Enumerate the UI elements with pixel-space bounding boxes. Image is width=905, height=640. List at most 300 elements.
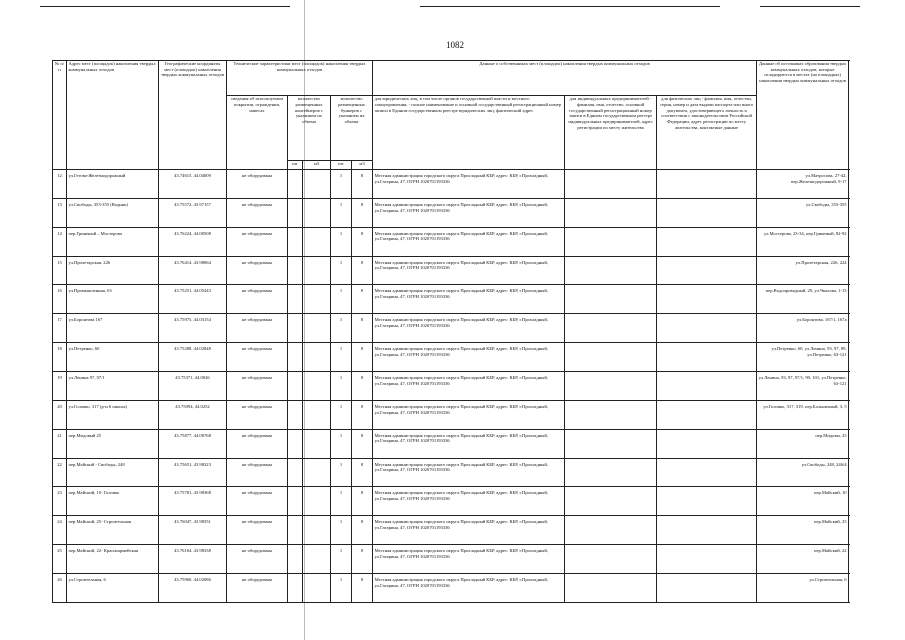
site-surface (227, 256, 288, 285)
owner-legal-entity (373, 574, 565, 603)
container-qty (288, 227, 303, 256)
site-coordinates-text: 43.75094, 44.0252 (175, 403, 210, 409)
owner-individual (657, 400, 757, 429)
site-surface-text: не оборудована (241, 461, 273, 467)
site-coordinates-text: 43.75781, 43.98368 (174, 490, 211, 496)
site-surface-text: не оборудована (241, 317, 273, 323)
table-row (53, 574, 849, 603)
site-surface (227, 429, 288, 458)
row-number (53, 429, 67, 458)
header-owners-phys: для физических лиц - фамилия, имя, отчество, серия, номер и дата выдачи паспорта или иного документа, удостоверяющего личность в соответствии с законодательством Российской Федерации, адрес регистрации по месту жительства, контактные данные (657, 96, 757, 170)
bunker-volume (352, 227, 373, 256)
owner-entrepreneur (565, 372, 657, 401)
header-owners-legal: для юридических лиц, в том числе органов государственной власти и местного самоуправления, - полное наименование и основной государственный регистрационный номер записи в Едином государственном реестре юридических лиц, фактический адрес (373, 96, 565, 170)
site-address (67, 429, 159, 458)
bunker-volume-text: 8 (360, 490, 364, 496)
bunker-qty-text: 1 (339, 375, 343, 381)
waste-source (757, 170, 849, 199)
site-coordinates-text: 43.75877, 44.00768 (174, 432, 211, 438)
bunker-volume (352, 458, 373, 487)
owner-individual (657, 343, 757, 372)
site-address (67, 487, 159, 516)
waste-source (757, 314, 849, 343)
site-coordinates-text: 43.75288, 44.02848 (174, 346, 211, 352)
container-volume (303, 227, 331, 256)
owner-legal-entity (373, 458, 565, 487)
row-number-text: 14 (57, 230, 62, 236)
bunker-volume (352, 372, 373, 401)
site-surface (227, 458, 288, 487)
site-surface (227, 343, 288, 372)
site-surface (227, 574, 288, 603)
owner-entrepreneur (565, 198, 657, 227)
site-surface (227, 314, 288, 343)
waste-source (757, 487, 849, 516)
container-qty (288, 343, 303, 372)
waste-source-text: ул.Свободы, 248, 246/4 (801, 461, 847, 467)
site-address-text: пер.Майский - Свободы, 248 (68, 461, 125, 467)
container-qty (288, 458, 303, 487)
header-tech-bunkers: количество размещенных бункеров с указанием их объема (331, 96, 373, 161)
row-number-text: 25 (57, 548, 62, 554)
header-tech-surface: сведения об используемом покрытии, ограждении, навесах (227, 96, 288, 170)
bunker-qty (331, 285, 352, 314)
owner-individual (657, 458, 757, 487)
bunker-volume-text: 8 (360, 375, 364, 381)
table-row (53, 458, 849, 487)
owner-entrepreneur (565, 343, 657, 372)
bunker-volume-text: 8 (360, 288, 364, 294)
site-address-text: пер.Майский, 25- Строительная (68, 519, 131, 525)
bunker-volume-text: 8 (360, 461, 364, 467)
waste-source-text: ул.Пролетарская, 226, 224 (795, 259, 847, 265)
row-number-text: 21 (57, 432, 62, 438)
site-coordinates-text: 43.75371, 44.0026 (175, 375, 210, 381)
owner-individual (657, 198, 757, 227)
bunker-qty-text: 1 (339, 259, 343, 265)
site-surface (227, 400, 288, 429)
owner-legal-entity-text: Местная администрация городского округа Прохладный КБР, адрес: КБР, г.Прохладный, ул.Гагарина, 47, ОГРН 1020701193336 (374, 432, 548, 444)
bunker-qty (331, 170, 352, 199)
owner-legal-entity (373, 198, 565, 227)
table-row (53, 516, 849, 545)
header-tech: Технические характеристики мест (площадок) накопления твердых коммунальных отходов (227, 61, 373, 96)
bunker-volume-text: 8 (360, 317, 364, 323)
bunker-qty-text: 1 (339, 173, 343, 179)
owner-legal-entity-text: Местная администрация городского округа Прохладный КБР, адрес: КБР, г.Прохладный, ул.Гагарина, 47, ОГРН 1020701193336 (374, 173, 548, 184)
site-surface (227, 487, 288, 516)
waste-source-text: ул.Свободы, 353-355 (806, 201, 847, 207)
row-number (53, 458, 67, 487)
row-number (53, 256, 67, 285)
owner-entrepreneur (565, 227, 657, 256)
site-coordinates (159, 574, 227, 603)
owner-individual (657, 516, 757, 545)
site-surface (227, 285, 288, 314)
owner-legal-entity-text: Местная администрация городского округа Прохладный КБР, адрес: КБР, г.Прохладный, ул.Гагарина, 47, ОГРН 1020701193336 (374, 230, 548, 242)
site-coordinates (159, 372, 227, 401)
bunker-volume (352, 429, 373, 458)
site-surface-text: не оборудована (241, 577, 273, 583)
site-address-text: ул.Боронтова 167 (68, 317, 103, 323)
bunker-volume-text: 8 (360, 432, 364, 438)
waste-source (757, 400, 849, 429)
owner-legal-entity-text: Местная администрация городского округа Прохладный КБР, адрес: КБР, г.Прохладный, ул.Гагарина, 47, ОГРН 1020701193336 (374, 288, 548, 300)
row-number (53, 372, 67, 401)
table-row (53, 256, 849, 285)
table-row (53, 343, 849, 372)
owner-legal-entity (373, 227, 565, 256)
owner-legal-entity (373, 400, 565, 429)
owner-entrepreneur (565, 429, 657, 458)
site-coordinates-text: 43.76414, 43.98064 (174, 259, 211, 265)
bunker-qty (331, 458, 352, 487)
bunker-volume-text: 8 (360, 173, 364, 179)
site-coordinates (159, 487, 227, 516)
page-number: 1082 (446, 40, 464, 50)
owner-legal-entity (373, 429, 565, 458)
table-row (53, 285, 849, 314)
site-surface-text: не оборудована (241, 288, 273, 294)
header-owners: Данные о собственниках мест (площадок) накопления твердых коммунальных отходов (373, 61, 757, 96)
bunker-qty-text: 1 (339, 490, 343, 496)
bunker-volume-text: 8 (360, 548, 364, 554)
site-address-text: ул.Петренко, 60 (68, 346, 100, 352)
bunker-qty (331, 343, 352, 372)
bunker-qty-text: 1 (339, 577, 343, 583)
site-surface-text: не оборудована (241, 519, 273, 525)
bunker-volume (352, 343, 373, 372)
bunker-volume-text: 8 (360, 577, 364, 583)
site-coordinates (159, 429, 227, 458)
waste-source-text: ул.Матросова, 27-42, пер.Железнодорожный, 9-17 (790, 173, 847, 184)
row-number-text: 23 (57, 490, 62, 496)
owner-legal-entity-text: Местная администрация городского округа Прохладный КБР, адрес: КБР, г.Прохладный, ул.Гагарина, 47, ОГРН 1020701193336 (374, 577, 548, 588)
site-surface-text: не оборудована (241, 173, 273, 179)
header-num: № п/п (53, 61, 67, 170)
bunker-volume (352, 170, 373, 199)
site-coordinates-text: 43.75572, 43.97157 (174, 201, 211, 207)
site-surface-text: не оборудована (241, 201, 273, 207)
site-address (67, 198, 159, 227)
site-coordinates (159, 285, 227, 314)
row-number-text: 17 (57, 317, 62, 323)
scan-artifact-line (420, 6, 720, 7)
row-number-text: 26 (57, 577, 62, 583)
header-coords: Географические координаты мест (площадок) накопления твердых коммунальных отходов (159, 61, 227, 170)
row-number-text: 19 (57, 375, 62, 381)
row-number-text: 24 (57, 519, 62, 525)
container-volume (303, 256, 331, 285)
waste-source (757, 372, 849, 401)
container-qty (288, 545, 303, 574)
container-qty (288, 198, 303, 227)
owner-legal-entity (373, 372, 565, 401)
bunker-volume-text: 8 (360, 201, 364, 207)
container-volume (303, 314, 331, 343)
container-volume (303, 574, 331, 603)
bunker-volume (352, 574, 373, 603)
owner-individual (657, 314, 757, 343)
bunker-volume (352, 516, 373, 545)
waste-source-text: ул.Петренко, 60, ул.Ленина, 93, 97, 89, ул.Петренко, 63-121 (771, 346, 847, 357)
site-coordinates-text: 43.75651, 43.98323 (174, 461, 211, 467)
container-qty (288, 170, 303, 199)
waste-source-text: пер.Майский, 25 (814, 519, 847, 525)
row-number-text: 20 (57, 403, 62, 409)
site-surface-text: не оборудована (241, 403, 273, 409)
owner-individual (657, 227, 757, 256)
header-sources: Данные об источниках образования твердых коммунальных отходов, которые складируются в местах (на площадках) накопления твердых коммунальных отходов (757, 61, 849, 170)
bunker-qty (331, 227, 352, 256)
table-row (53, 198, 849, 227)
site-surface-text: не оборудована (241, 490, 273, 496)
site-address-text: пер.Майский, 10- Головко (68, 490, 120, 496)
owner-individual (657, 574, 757, 603)
container-qty (288, 314, 303, 343)
owner-entrepreneur (565, 256, 657, 285)
table-row (53, 170, 849, 199)
bunker-qty (331, 372, 352, 401)
owner-entrepreneur (565, 285, 657, 314)
container-volume (303, 400, 331, 429)
waste-sites-registry-table (52, 60, 849, 603)
site-address (67, 256, 159, 285)
owner-individual (657, 256, 757, 285)
waste-source (757, 343, 849, 372)
table-row (53, 314, 849, 343)
owner-entrepreneur (565, 516, 657, 545)
bunker-volume (352, 545, 373, 574)
container-volume (303, 516, 331, 545)
unit-bunkers-m3: м3 (352, 161, 373, 170)
owner-legal-entity (373, 170, 565, 199)
site-surface-text: не оборудована (241, 230, 273, 236)
site-address-text: ул.Пролетарская, 226 (68, 259, 111, 265)
site-address (67, 574, 159, 603)
waste-source (757, 198, 849, 227)
row-number (53, 400, 67, 429)
bunker-qty-text: 1 (339, 432, 343, 438)
table-row (53, 487, 849, 516)
bunker-qty-text: 1 (339, 230, 343, 236)
row-number-text: 13 (57, 201, 62, 207)
owner-legal-entity (373, 314, 565, 343)
site-surface-text: не оборудована (241, 259, 273, 265)
table-row (53, 227, 849, 256)
site-coordinates-text: 43.75975, 44.03154 (174, 317, 211, 323)
container-volume (303, 545, 331, 574)
bunker-volume-text: 8 (360, 259, 364, 265)
row-number-text: 22 (57, 461, 62, 467)
owner-entrepreneur (565, 574, 657, 603)
container-qty (288, 516, 303, 545)
site-surface (227, 516, 288, 545)
container-volume (303, 285, 331, 314)
scan-artifact-line (40, 6, 290, 7)
site-address-text: ул.Ленина 97, 97/1 (68, 375, 105, 381)
container-volume (303, 372, 331, 401)
site-surface (227, 227, 288, 256)
site-address (67, 170, 159, 199)
bunker-volume-text: 8 (360, 519, 364, 525)
row-number (53, 170, 67, 199)
container-qty (288, 285, 303, 314)
site-address-text: пер.Майский, 22- Красноармейская (68, 548, 138, 554)
bunker-qty (331, 400, 352, 429)
site-address-text: ул.Промышленная, 63 (68, 288, 112, 294)
site-coordinates (159, 458, 227, 487)
bunker-qty-text: 1 (339, 461, 343, 467)
waste-source (757, 256, 849, 285)
row-number-text: 15 (57, 259, 62, 265)
site-address (67, 343, 159, 372)
bunker-qty-text: 1 (339, 548, 343, 554)
bunker-qty-text: 1 (339, 519, 343, 525)
row-number (53, 574, 67, 603)
owner-entrepreneur (565, 545, 657, 574)
owner-entrepreneur (565, 170, 657, 199)
row-number-text: 16 (57, 288, 62, 294)
scan-artifact-line (760, 6, 860, 7)
bunker-volume (352, 400, 373, 429)
bunker-qty-text: 1 (339, 346, 343, 352)
bunker-volume (352, 487, 373, 516)
site-coordinates-text: 43.76224, 44.00508 (174, 230, 211, 236)
unit-containers-m3: м3 (303, 161, 331, 170)
site-address-text: пер.Гриненый – Мостерова (68, 230, 122, 236)
waste-source (757, 227, 849, 256)
site-coordinates (159, 227, 227, 256)
container-volume (303, 198, 331, 227)
owner-legal-entity (373, 285, 565, 314)
owner-legal-entity-text: Местная администрация городского округа Прохладный КБР, адрес: КБР, г.Прохладный, ул.Гагарина, 47, ОГРН 1020701193336 (374, 461, 548, 473)
header-address: Адрес мест (площадок) накопления твердых коммунальных отходов (67, 61, 159, 170)
header-owners-ip: для индивидуальных предпринимателей - фамилия, имя, отчество, основной государственный регистрационный номер записи в Едином государственном реестре индивидуальных предпринимателей, адрес регистрации по месту жительства (565, 96, 657, 170)
bunker-volume (352, 198, 373, 227)
owner-legal-entity (373, 487, 565, 516)
waste-source (757, 429, 849, 458)
site-coordinates (159, 170, 227, 199)
owner-entrepreneur (565, 487, 657, 516)
owner-individual (657, 429, 757, 458)
owner-individual (657, 285, 757, 314)
site-address-text: пер.Мидовый 25 (68, 432, 102, 438)
bunker-qty (331, 545, 352, 574)
site-surface-text: не оборудована (241, 548, 273, 554)
bunker-volume-text: 8 (360, 230, 364, 236)
container-volume (303, 458, 331, 487)
row-number (53, 198, 67, 227)
site-surface-text: не оборудована (241, 432, 273, 438)
unit-bunkers-pcs: шт (331, 161, 352, 170)
waste-source-text: ул.Головко, 317, 319, пер.Больничный, 3, 5 (763, 403, 847, 409)
owner-individual (657, 487, 757, 516)
owner-legal-entity-text: Местная администрация городского округа Прохладный КБР, адрес: КБР, г.Прохладный, ул.Гагарина, 47, ОГРН 1020701193336 (374, 317, 548, 329)
bunker-qty (331, 574, 352, 603)
bunker-volume (352, 256, 373, 285)
bunker-qty (331, 314, 352, 343)
site-coordinates (159, 314, 227, 343)
owner-entrepreneur (565, 400, 657, 429)
container-qty (288, 487, 303, 516)
site-surface (227, 170, 288, 199)
bunker-qty (331, 198, 352, 227)
waste-source-text: ул.Ленина, 93, 97, 97/1, 99, 101, ул.Петренко, 63-121 (758, 375, 847, 386)
owner-legal-entity (373, 516, 565, 545)
bunker-qty (331, 516, 352, 545)
row-number (53, 314, 67, 343)
unit-containers-pcs: шт (288, 161, 303, 170)
bunker-qty (331, 256, 352, 285)
site-address (67, 285, 159, 314)
waste-source-text: пер.Майский, 10 (814, 490, 847, 496)
owner-legal-entity-text: Местная администрация городского округа Прохладный КБР, адрес: КБР, г.Прохладный, ул.Гагарина, 47, ОГРН 1020701193336 (374, 519, 548, 531)
waste-source-text: пер.Мидовы, 25 (815, 432, 847, 438)
waste-source (757, 516, 849, 545)
row-number (53, 285, 67, 314)
bunker-qty (331, 429, 352, 458)
owner-legal-entity-text: Местная администрация городского округа Прохладный КБР, адрес: КБР, г.Прохладный, ул.Гагарина, 47, ОГРН 1020701193336 (374, 375, 548, 386)
site-coordinates-text: 43.76047, 43.98351 (174, 519, 211, 525)
owner-legal-entity (373, 256, 565, 285)
site-surface (227, 372, 288, 401)
site-coordinates-text: 43.74615, 44.04009 (174, 173, 211, 179)
site-coordinates-text: 43.75960, 44.02086 (174, 577, 211, 583)
row-number (53, 227, 67, 256)
site-surface (227, 545, 288, 574)
waste-source-text: ул.Строительная, 6 (809, 577, 847, 583)
site-address (67, 458, 159, 487)
waste-source-text: пер.Водопроводный, 29, ул.Чкалова, 1-13 (765, 288, 847, 294)
site-address-text: ул.Гетова-Железнодорожный (68, 173, 126, 179)
bunker-volume-text: 8 (360, 403, 364, 409)
bunker-qty-text: 1 (339, 317, 343, 323)
header-row-main (53, 61, 849, 96)
site-coordinates (159, 256, 227, 285)
site-coordinates-text: 43.75251, 44.05443 (174, 288, 211, 294)
owner-legal-entity-text: Местная администрация городского округа Прохладный КБР, адрес: КБР, г.Прохладный, ул.Гагарина, 47, ОГРН 1020701193336 (374, 490, 548, 502)
waste-source (757, 285, 849, 314)
waste-source (757, 458, 849, 487)
row-number (53, 487, 67, 516)
site-coordinates-text: 43.76164, 43.98338 (174, 548, 211, 554)
row-number (53, 516, 67, 545)
container-qty (288, 400, 303, 429)
table-row (53, 372, 849, 401)
container-volume (303, 429, 331, 458)
owner-legal-entity-text: Местная администрация городского округа Прохладный КБР, адрес: КБР, г.Прохладный, ул.Гагарина, 47, ОГРН 1020701193336 (374, 346, 548, 357)
site-coordinates (159, 400, 227, 429)
container-qty (288, 256, 303, 285)
waste-source (757, 574, 849, 603)
site-address-text: ул.Строительная, 6 (68, 577, 106, 583)
site-address (67, 227, 159, 256)
container-qty (288, 372, 303, 401)
bunker-volume (352, 314, 373, 343)
owner-entrepreneur (565, 314, 657, 343)
site-address-text: ул.Головко, 317 (р-н 6 школы) (68, 403, 128, 409)
container-volume (303, 343, 331, 372)
site-address (67, 516, 159, 545)
row-number (53, 343, 67, 372)
row-number (53, 545, 67, 574)
container-volume (303, 487, 331, 516)
site-address (67, 545, 159, 574)
owner-individual (657, 545, 757, 574)
owner-individual (657, 372, 757, 401)
site-coordinates (159, 343, 227, 372)
